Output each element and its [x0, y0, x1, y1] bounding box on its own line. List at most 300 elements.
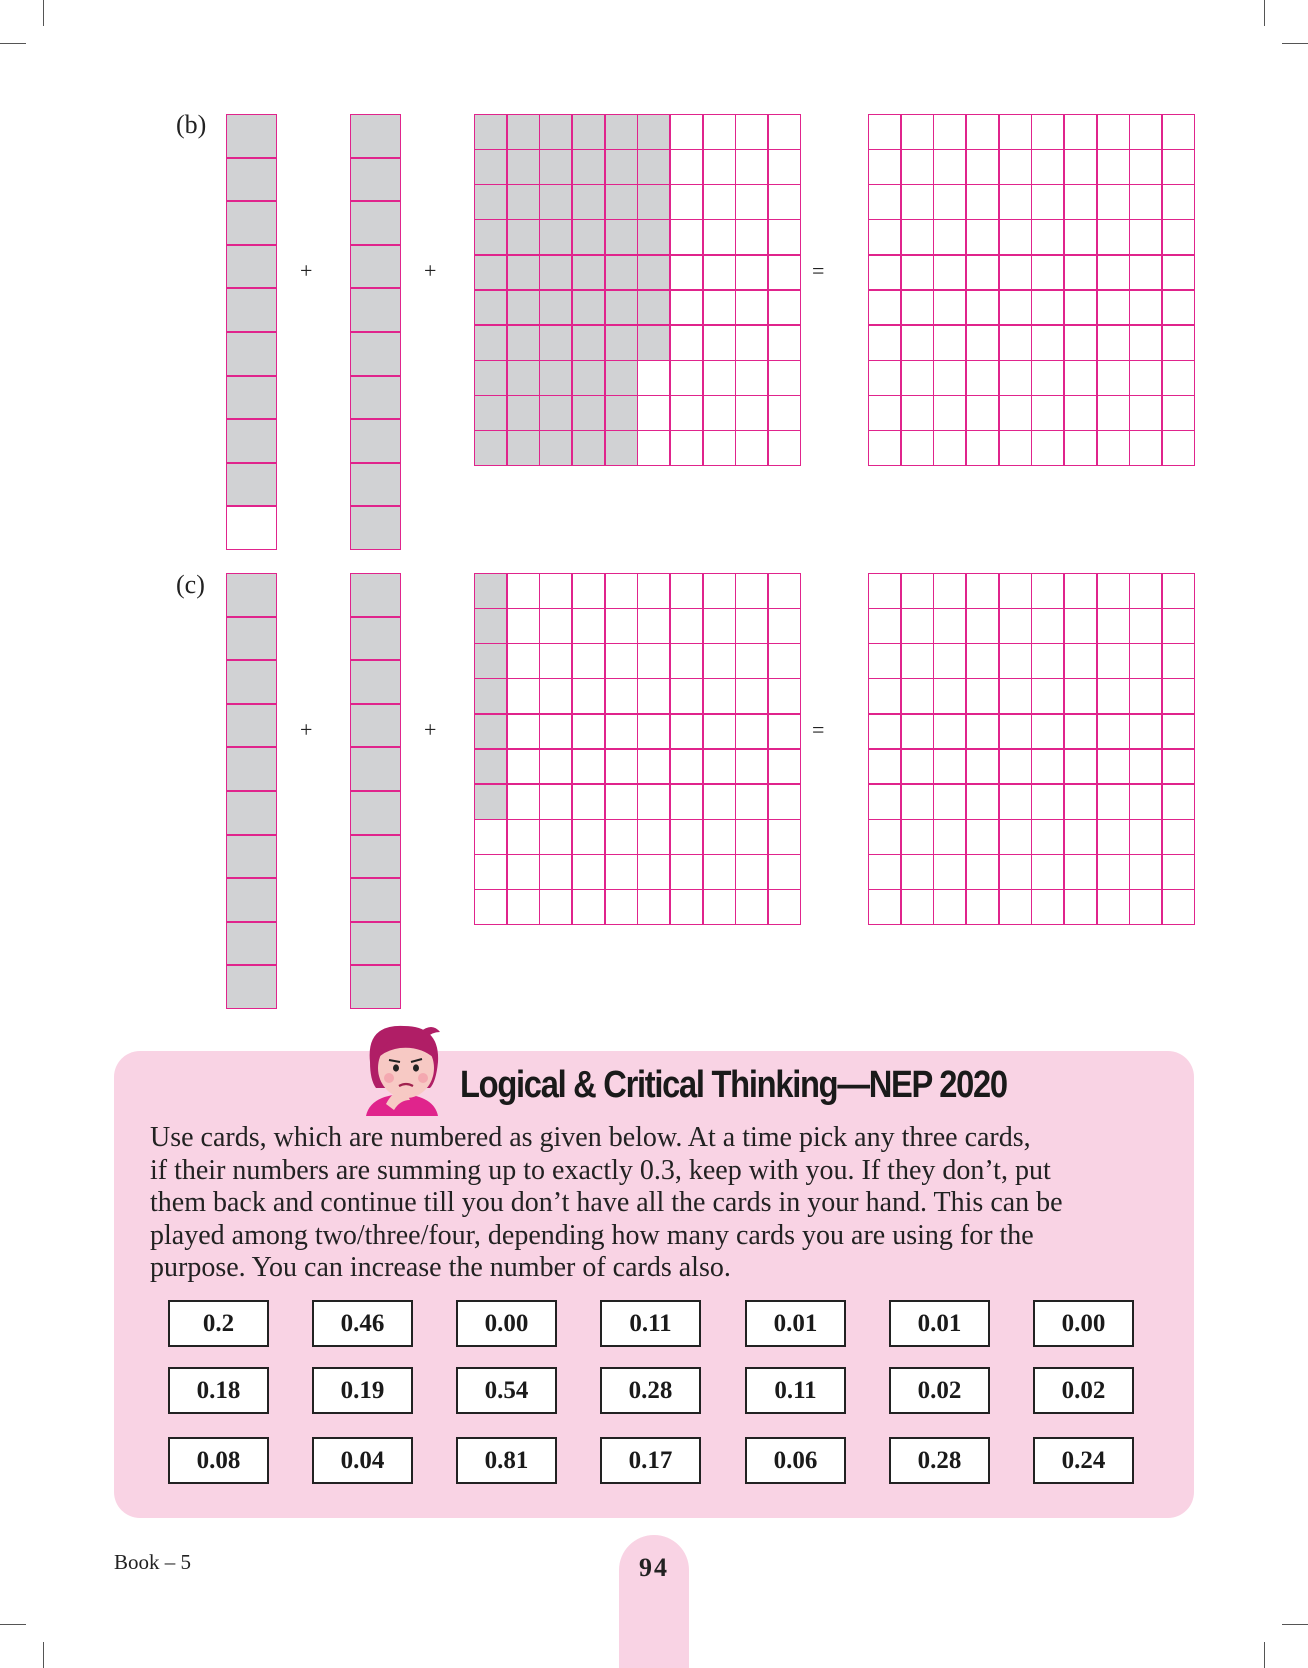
- grid-cell: [1163, 679, 1194, 713]
- grid-cell: [736, 326, 767, 360]
- grid-cell: [573, 150, 604, 184]
- strip-cell: [227, 246, 276, 288]
- crop-mark: [43, 1642, 44, 1668]
- grid-cell: [869, 396, 900, 430]
- grid-cell: [769, 715, 800, 749]
- instruction-line: Use cards, which are numbered as given below. At a time pick any three cards,: [150, 1122, 1031, 1153]
- strip-cell: [227, 333, 276, 375]
- grid-cell: [1032, 820, 1063, 854]
- grid-cell: [508, 291, 539, 325]
- grid-cell: [606, 150, 637, 184]
- grid-cell: [1098, 820, 1129, 854]
- grid-cell: [606, 115, 637, 149]
- grid-cell: [1130, 361, 1161, 395]
- thinking-girl-icon: [356, 1018, 448, 1116]
- grid-cell: [934, 256, 965, 290]
- grid-cell: [736, 361, 767, 395]
- grid-cell: [1098, 750, 1129, 784]
- number-card: 0.19: [312, 1367, 413, 1414]
- page-number: 94: [639, 1553, 669, 1582]
- exercise-b-answer-grid: [868, 114, 1195, 466]
- grid-cell: [736, 431, 767, 465]
- grid-cell: [540, 609, 571, 643]
- number-card: 0.04: [312, 1437, 413, 1484]
- grid-cell: [902, 185, 933, 219]
- grid-cell: [638, 785, 669, 819]
- grid-cell: [902, 326, 933, 360]
- grid-cell: [1000, 785, 1031, 819]
- grid-cell: [736, 644, 767, 678]
- grid-cell: [540, 715, 571, 749]
- strip-cell: [351, 923, 400, 965]
- grid-cell: [934, 361, 965, 395]
- grid-cell: [1032, 326, 1063, 360]
- grid-cell: [736, 750, 767, 784]
- grid-cell: [508, 574, 539, 608]
- grid-cell: [869, 256, 900, 290]
- grid-cell: [1032, 609, 1063, 643]
- grid-cell: [508, 361, 539, 395]
- grid-cell: [1098, 644, 1129, 678]
- grid-cell: [1163, 220, 1194, 254]
- grid-cell: [1032, 396, 1063, 430]
- grid-cell: [869, 574, 900, 608]
- grid-cell: [671, 220, 702, 254]
- grid-cell: [902, 750, 933, 784]
- grid-cell: [769, 361, 800, 395]
- grid-cell: [1065, 785, 1096, 819]
- grid-cell: [540, 644, 571, 678]
- number-card: 0.08: [168, 1437, 269, 1484]
- grid-cell: [769, 785, 800, 819]
- grid-cell: [704, 609, 735, 643]
- grid-cell: [638, 855, 669, 889]
- grid-cell: [671, 150, 702, 184]
- grid-cell: [902, 361, 933, 395]
- grid-cell: [1130, 220, 1161, 254]
- grid-cell: [606, 291, 637, 325]
- grid-cell: [1163, 644, 1194, 678]
- grid-cell: [704, 820, 735, 854]
- grid-cell: [1000, 115, 1031, 149]
- grid-cell: [1000, 715, 1031, 749]
- grid-cell: [508, 185, 539, 219]
- grid-cell: [1032, 644, 1063, 678]
- grid-cell: [736, 185, 767, 219]
- grid-cell: [1065, 890, 1096, 924]
- strip-cell: [227, 289, 276, 331]
- grid-cell: [671, 890, 702, 924]
- grid-cell: [736, 715, 767, 749]
- grid-cell: [1000, 185, 1031, 219]
- grid-cell: [769, 890, 800, 924]
- grid-cell: [638, 644, 669, 678]
- number-card: 0.18: [168, 1367, 269, 1414]
- grid-cell: [606, 185, 637, 219]
- grid-cell: [1130, 750, 1161, 784]
- grid-cell: [1000, 291, 1031, 325]
- grid-cell: [869, 715, 900, 749]
- grid-cell: [1163, 715, 1194, 749]
- grid-cell: [540, 220, 571, 254]
- grid-cell: [508, 890, 539, 924]
- grid-cell: [869, 291, 900, 325]
- strip-cell: [351, 246, 400, 288]
- grid-cell: [869, 820, 900, 854]
- grid-cell: [508, 644, 539, 678]
- crop-mark: [0, 1624, 26, 1625]
- grid-cell: [967, 855, 998, 889]
- grid-cell: [638, 396, 669, 430]
- grid-cell: [475, 679, 506, 713]
- grid-cell: [573, 890, 604, 924]
- strip-cell: [227, 618, 276, 660]
- grid-cell: [671, 396, 702, 430]
- grid-cell: [1098, 361, 1129, 395]
- grid-cell: [606, 785, 637, 819]
- exercise-c-hundred-grid: [474, 573, 801, 925]
- crop-mark: [1264, 1642, 1265, 1668]
- grid-cell: [475, 291, 506, 325]
- grid-cell: [1163, 820, 1194, 854]
- grid-cell: [573, 609, 604, 643]
- grid-cell: [736, 256, 767, 290]
- grid-cell: [736, 220, 767, 254]
- grid-cell: [638, 750, 669, 784]
- grid-cell: [1098, 609, 1129, 643]
- grid-cell: [671, 291, 702, 325]
- grid-cell: [1130, 185, 1161, 219]
- grid-cell: [1098, 890, 1129, 924]
- grid-cell: [1098, 396, 1129, 430]
- grid-cell: [638, 679, 669, 713]
- grid-cell: [769, 820, 800, 854]
- grid-cell: [1032, 150, 1063, 184]
- grid-cell: [606, 890, 637, 924]
- grid-cell: [1098, 220, 1129, 254]
- instruction-line: purpose. You can increase the number of cards also.: [150, 1252, 731, 1283]
- exercise-b-strip-1: [226, 114, 277, 550]
- grid-cell: [1000, 644, 1031, 678]
- grid-cell: [1130, 715, 1161, 749]
- grid-cell: [638, 220, 669, 254]
- grid-cell: [704, 644, 735, 678]
- grid-cell: [475, 326, 506, 360]
- grid-cell: [704, 679, 735, 713]
- grid-cell: [869, 185, 900, 219]
- grid-cell: [540, 150, 571, 184]
- grid-cell: [869, 361, 900, 395]
- grid-cell: [869, 150, 900, 184]
- strip-cell: [227, 464, 276, 506]
- grid-cell: [1130, 326, 1161, 360]
- grid-cell: [934, 750, 965, 784]
- exercise-c-strip-2: [350, 573, 401, 1009]
- number-card: 0.28: [889, 1437, 990, 1484]
- grid-cell: [1032, 220, 1063, 254]
- grid-cell: [606, 396, 637, 430]
- strip-cell: [351, 115, 400, 157]
- grid-cell: [1130, 609, 1161, 643]
- plus-sign: +: [424, 258, 437, 283]
- grid-cell: [934, 150, 965, 184]
- grid-cell: [1065, 715, 1096, 749]
- grid-cell: [475, 220, 506, 254]
- grid-cell: [1163, 185, 1194, 219]
- thinking-title: Logical & Critical Thinking—NEP 2020: [460, 1064, 1007, 1106]
- number-card: 0.54: [456, 1367, 557, 1414]
- grid-cell: [869, 890, 900, 924]
- grid-cell: [540, 855, 571, 889]
- grid-cell: [736, 396, 767, 430]
- grid-cell: [606, 679, 637, 713]
- grid-cell: [573, 820, 604, 854]
- grid-cell: [540, 679, 571, 713]
- grid-cell: [475, 644, 506, 678]
- grid-cell: [508, 150, 539, 184]
- grid-cell: [902, 115, 933, 149]
- grid-cell: [902, 291, 933, 325]
- grid-cell: [704, 291, 735, 325]
- grid-cell: [1065, 150, 1096, 184]
- grid-cell: [869, 220, 900, 254]
- grid-cell: [475, 750, 506, 784]
- grid-cell: [606, 609, 637, 643]
- grid-cell: [1000, 220, 1031, 254]
- grid-cell: [606, 855, 637, 889]
- grid-cell: [869, 644, 900, 678]
- grid-cell: [967, 431, 998, 465]
- grid-cell: [1032, 855, 1063, 889]
- grid-cell: [967, 256, 998, 290]
- grid-cell: [1163, 361, 1194, 395]
- grid-cell: [573, 326, 604, 360]
- grid-cell: [1065, 679, 1096, 713]
- grid-cell: [671, 574, 702, 608]
- grid-cell: [869, 115, 900, 149]
- grid-cell: [967, 326, 998, 360]
- grid-cell: [704, 115, 735, 149]
- crop-mark: [1282, 43, 1308, 44]
- grid-cell: [1163, 326, 1194, 360]
- grid-cell: [1000, 574, 1031, 608]
- grid-cell: [1130, 115, 1161, 149]
- grid-cell: [475, 396, 506, 430]
- grid-cell: [671, 855, 702, 889]
- strip-cell: [351, 464, 400, 506]
- grid-cell: [671, 820, 702, 854]
- grid-cell: [671, 679, 702, 713]
- grid-cell: [704, 150, 735, 184]
- grid-cell: [1000, 150, 1031, 184]
- strip-cell: [227, 159, 276, 201]
- equals-sign: =: [812, 717, 825, 742]
- grid-cell: [573, 256, 604, 290]
- grid-cell: [934, 820, 965, 854]
- grid-cell: [606, 220, 637, 254]
- grid-cell: [508, 609, 539, 643]
- grid-cell: [540, 574, 571, 608]
- crop-mark: [1282, 1624, 1308, 1625]
- grid-cell: [1163, 855, 1194, 889]
- grid-cell: [736, 785, 767, 819]
- grid-cell: [1065, 326, 1096, 360]
- grid-cell: [1032, 715, 1063, 749]
- grid-cell: [1098, 291, 1129, 325]
- grid-cell: [1032, 890, 1063, 924]
- grid-cell: [638, 361, 669, 395]
- grid-cell: [1032, 361, 1063, 395]
- grid-cell: [475, 574, 506, 608]
- grid-cell: [869, 855, 900, 889]
- plus-sign: +: [424, 717, 437, 742]
- grid-cell: [573, 855, 604, 889]
- strip-cell: [227, 574, 276, 616]
- number-card: 0.46: [312, 1300, 413, 1347]
- grid-cell: [1130, 574, 1161, 608]
- grid-cell: [1163, 396, 1194, 430]
- exercise-b-hundred-grid: [474, 114, 801, 466]
- strip-cell: [351, 836, 400, 878]
- grid-cell: [1098, 785, 1129, 819]
- grid-cell: [1000, 679, 1031, 713]
- grid-cell: [902, 256, 933, 290]
- grid-cell: [638, 326, 669, 360]
- grid-cell: [769, 855, 800, 889]
- grid-cell: [508, 256, 539, 290]
- grid-cell: [638, 609, 669, 643]
- grid-cell: [671, 644, 702, 678]
- instruction-line: them back and continue till you don’t have all the cards in your hand. This can be: [150, 1187, 1063, 1218]
- grid-cell: [508, 396, 539, 430]
- strip-cell: [227, 923, 276, 965]
- exercise-c-strip-1: [226, 573, 277, 1009]
- strip-cell: [227, 115, 276, 157]
- grid-cell: [1065, 185, 1096, 219]
- strip-cell: [227, 836, 276, 878]
- number-card: 0.00: [456, 1300, 557, 1347]
- grid-cell: [1000, 361, 1031, 395]
- grid-cell: [606, 326, 637, 360]
- grid-cell: [704, 431, 735, 465]
- grid-cell: [1130, 785, 1161, 819]
- grid-cell: [934, 679, 965, 713]
- grid-cell: [671, 750, 702, 784]
- grid-cell: [769, 574, 800, 608]
- grid-cell: [1065, 609, 1096, 643]
- grid-cell: [1000, 431, 1031, 465]
- grid-cell: [704, 890, 735, 924]
- grid-cell: [508, 715, 539, 749]
- grid-cell: [769, 115, 800, 149]
- grid-cell: [967, 115, 998, 149]
- book-label: Book – 5: [114, 1550, 192, 1574]
- strip-cell: [351, 420, 400, 462]
- grid-cell: [1098, 115, 1129, 149]
- grid-cell: [1098, 150, 1129, 184]
- grid-cell: [1000, 326, 1031, 360]
- grid-cell: [508, 115, 539, 149]
- strip-cell: [227, 420, 276, 462]
- grid-cell: [934, 890, 965, 924]
- grid-cell: [1032, 185, 1063, 219]
- exercise-b-label: (b): [176, 110, 207, 139]
- grid-cell: [934, 291, 965, 325]
- grid-cell: [671, 256, 702, 290]
- grid-cell: [934, 785, 965, 819]
- grid-cell: [1130, 431, 1161, 465]
- grid-cell: [1032, 574, 1063, 608]
- grid-cell: [573, 185, 604, 219]
- grid-cell: [475, 890, 506, 924]
- grid-cell: [1163, 574, 1194, 608]
- grid-cell: [736, 855, 767, 889]
- grid-cell: [869, 326, 900, 360]
- exercise-b-strip-2: [350, 114, 401, 550]
- grid-cell: [967, 291, 998, 325]
- grid-cell: [1130, 679, 1161, 713]
- grid-cell: [769, 750, 800, 784]
- strip-cell: [351, 377, 400, 419]
- number-card: 0.11: [600, 1300, 701, 1347]
- grid-cell: [540, 256, 571, 290]
- strip-cell: [227, 202, 276, 244]
- grid-cell: [540, 115, 571, 149]
- grid-cell: [638, 185, 669, 219]
- grid-cell: [1163, 115, 1194, 149]
- grid-cell: [540, 326, 571, 360]
- plus-sign: +: [300, 717, 313, 742]
- grid-cell: [508, 750, 539, 784]
- grid-cell: [967, 644, 998, 678]
- grid-cell: [967, 220, 998, 254]
- grid-cell: [573, 574, 604, 608]
- grid-cell: [704, 750, 735, 784]
- grid-cell: [967, 396, 998, 430]
- grid-cell: [1065, 820, 1096, 854]
- grid-cell: [869, 750, 900, 784]
- grid-cell: [606, 574, 637, 608]
- grid-cell: [606, 644, 637, 678]
- grid-cell: [869, 785, 900, 819]
- grid-cell: [1065, 396, 1096, 430]
- grid-cell: [934, 715, 965, 749]
- number-card: 0.01: [889, 1300, 990, 1347]
- grid-cell: [540, 785, 571, 819]
- grid-cell: [934, 115, 965, 149]
- grid-cell: [1065, 115, 1096, 149]
- grid-cell: [1065, 574, 1096, 608]
- grid-cell: [638, 291, 669, 325]
- grid-cell: [1065, 644, 1096, 678]
- grid-cell: [902, 609, 933, 643]
- strip-cell: [351, 879, 400, 921]
- grid-cell: [1065, 220, 1096, 254]
- grid-cell: [573, 220, 604, 254]
- grid-cell: [671, 326, 702, 360]
- grid-cell: [769, 431, 800, 465]
- grid-cell: [671, 361, 702, 395]
- grid-cell: [704, 326, 735, 360]
- grid-cell: [769, 220, 800, 254]
- grid-cell: [934, 326, 965, 360]
- grid-cell: [934, 609, 965, 643]
- grid-cell: [1065, 256, 1096, 290]
- grid-cell: [1130, 291, 1161, 325]
- grid-cell: [769, 256, 800, 290]
- grid-cell: [573, 750, 604, 784]
- grid-cell: [671, 715, 702, 749]
